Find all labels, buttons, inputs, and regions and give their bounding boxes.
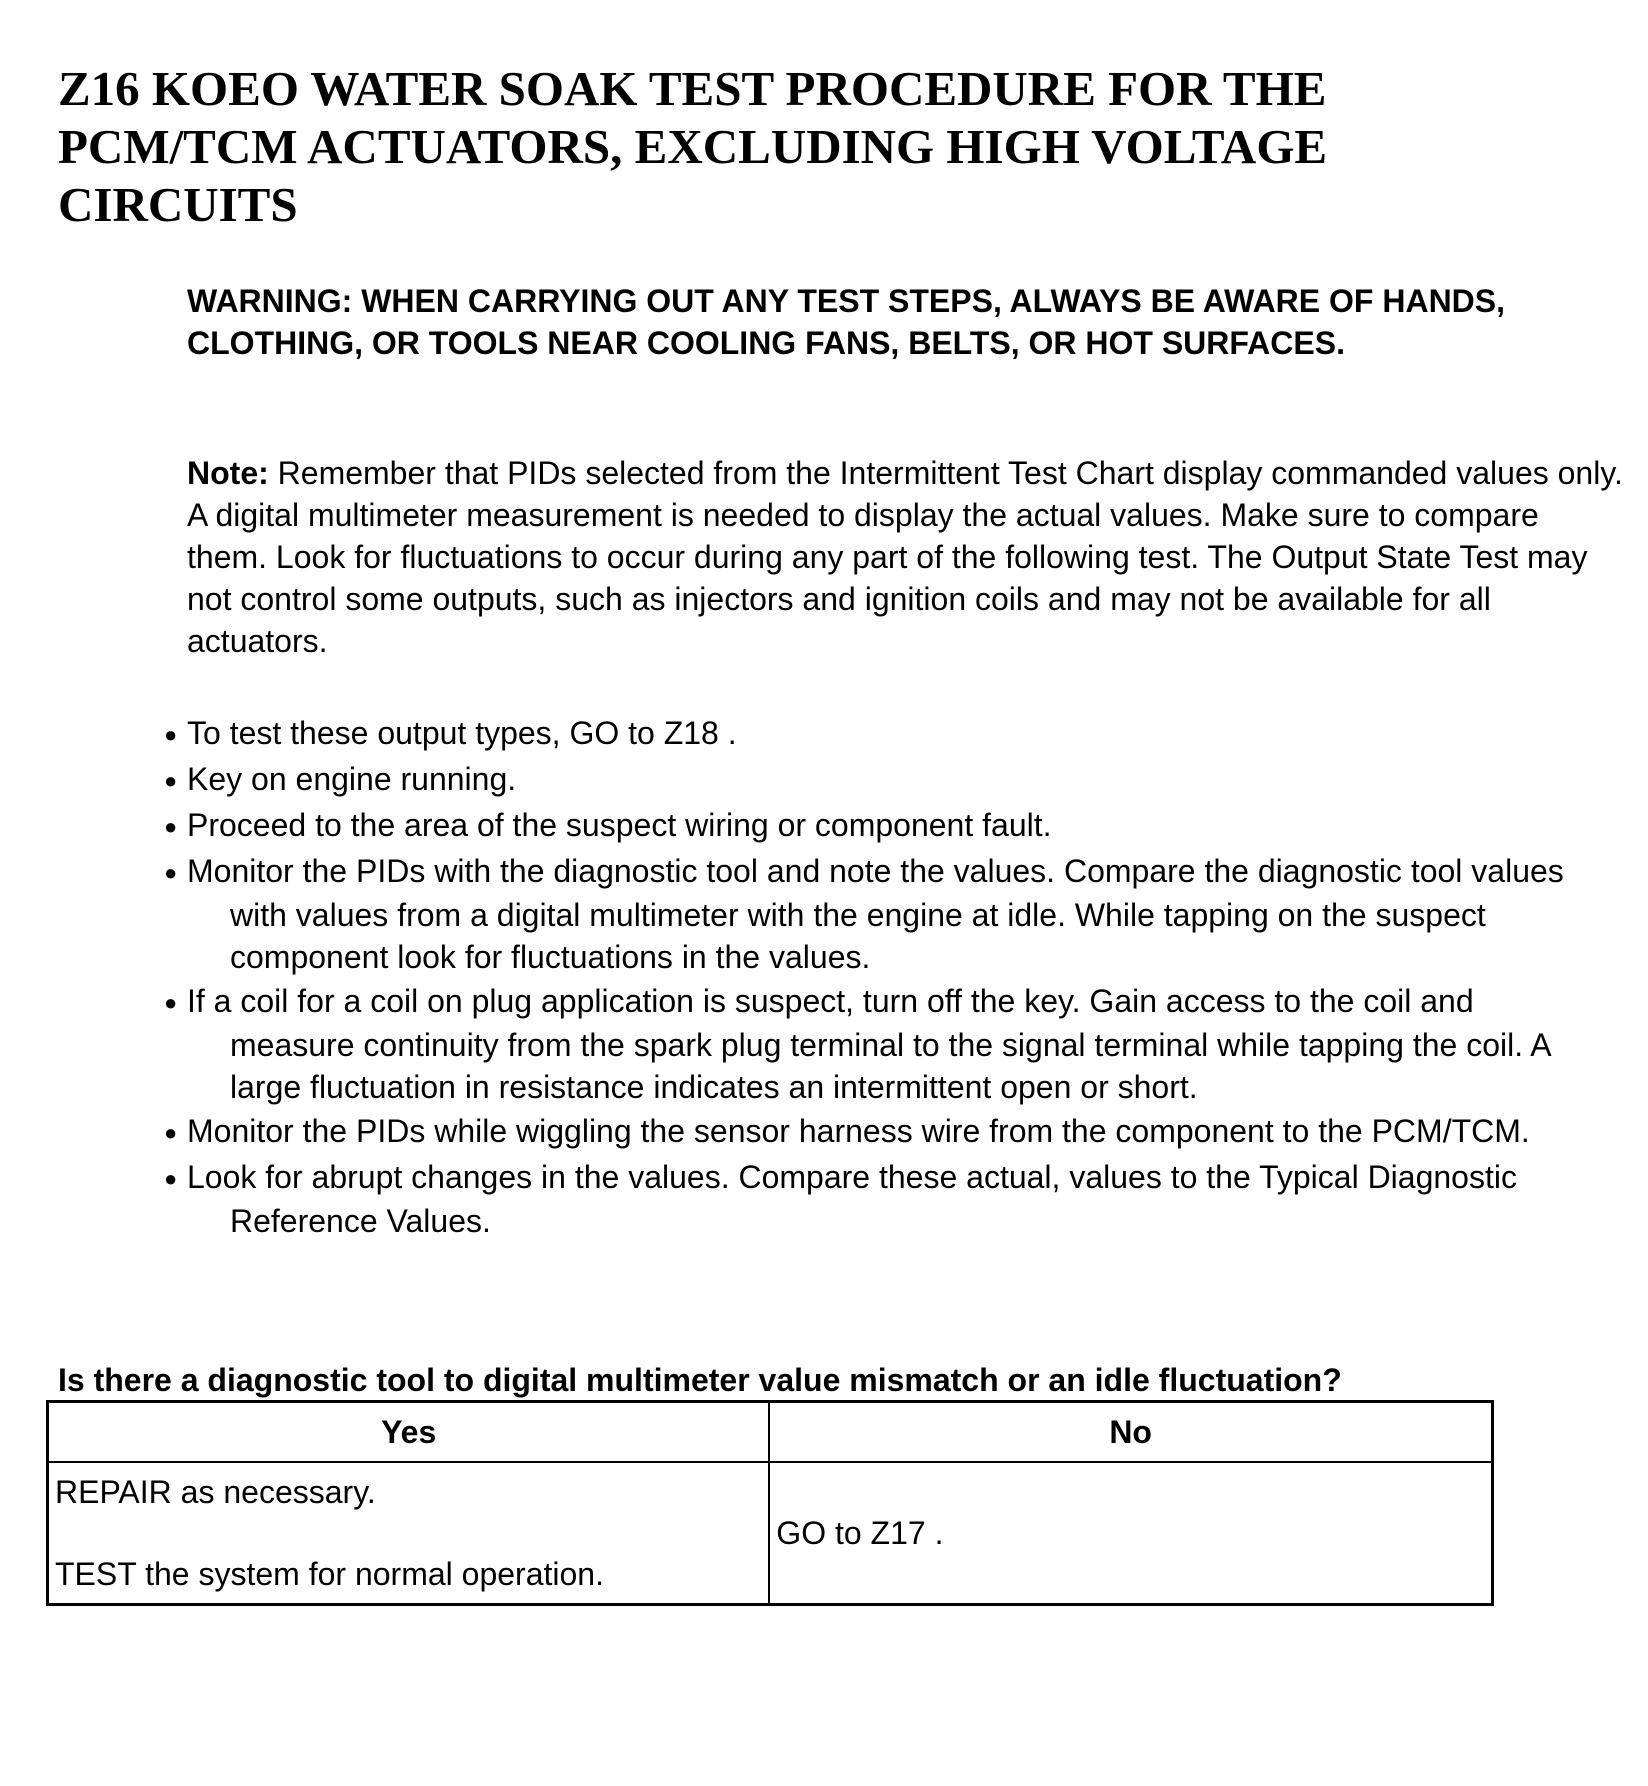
table-row <box>48 1462 1493 1605</box>
yes-cell <box>48 1462 770 1605</box>
step-text: Monitor the PIDs while wiggling the sensor harness wire from the component to the PCM/TCM. <box>187 1113 1530 1149</box>
step-text: To test these output types, GO to Z18 . <box>187 715 737 751</box>
list-item <box>164 712 1604 756</box>
no-cell: GO to Z17 . <box>769 1462 1492 1605</box>
note-text: Remember that PIDs selected from the Intermittent Test Chart display commanded values only. A digital multimeter measurement is needed to display the actual values. Make sure to compare them. Look for fluctuations to occur during any part of the following test. The Output State Test may not control some outputs, such as injectors and ignition coils and may not be available for all actuators. <box>187 455 1623 659</box>
table-header-row <box>48 1402 1493 1463</box>
yes-header: Yes <box>48 1402 770 1463</box>
yes-action-test: TEST the system for normal operation. <box>55 1556 604 1592</box>
step-text: Proceed to the area of the suspect wiring or component fault. <box>187 807 1052 843</box>
procedure-title: Z16 KOEO WATER SOAK TEST PROCEDURE FOR THE PCM/TCM ACTUATORS, EXCLUDING HIGH VOLTAGE CIRCUITS <box>58 61 1328 232</box>
note-label: Note: <box>187 455 269 491</box>
decision-question: Is there a diagnostic tool to digital multimeter value mismatch or an idle fluctuation? <box>58 1362 1342 1398</box>
bullet-icon: ● <box>164 1120 178 1145</box>
list-item <box>164 804 1604 848</box>
bullet-icon: ● <box>164 768 178 793</box>
bullet-icon: ● <box>164 860 178 885</box>
list-item <box>164 758 1604 802</box>
no-header: No <box>769 1402 1492 1463</box>
warning-text: WARNING: WHEN CARRYING OUT ANY TEST STEPS, ALWAYS BE AWARE OF HANDS, CLOTHING, OR TOOLS NEAR COOLING FANS, BELTS, OR HOT SURFACES. <box>187 283 1506 361</box>
bullet-icon: ● <box>164 814 178 839</box>
step-text: Monitor the PIDs with the diagnostic tool and note the values. Compare the diagnostic tool values with values from a digital multimeter with the engine at idle. While tapping on the suspect component look for fluctuations in the values. <box>187 853 1564 975</box>
step-text: Key on engine running. <box>187 761 517 797</box>
step-text: If a coil for a coil on plug application is suspect, turn off the key. Gain access to the coil and measure continuity from the spark plug terminal to the signal terminal while tapping the coil. A large fluctuation in resistance indicates an intermittent open or short. <box>187 983 1550 1105</box>
bullet-icon: ● <box>164 722 178 747</box>
list-item <box>164 1156 1604 1242</box>
decision-table <box>46 1400 1494 1606</box>
bullet-icon: ● <box>164 990 178 1015</box>
list-item <box>164 850 1604 978</box>
list-item <box>164 1110 1604 1154</box>
note-paragraph <box>187 452 1627 662</box>
bullet-icon: ● <box>164 1166 178 1191</box>
test-steps-list <box>164 712 1604 1244</box>
yes-cell-spacer <box>55 1513 762 1553</box>
yes-action-repair: REPAIR as necessary. <box>55 1474 376 1510</box>
step-text: Look for abrupt changes in the values. Compare these actual, values to the Typical Diagnostic Reference Values. <box>187 1159 1517 1239</box>
list-item <box>164 980 1604 1108</box>
